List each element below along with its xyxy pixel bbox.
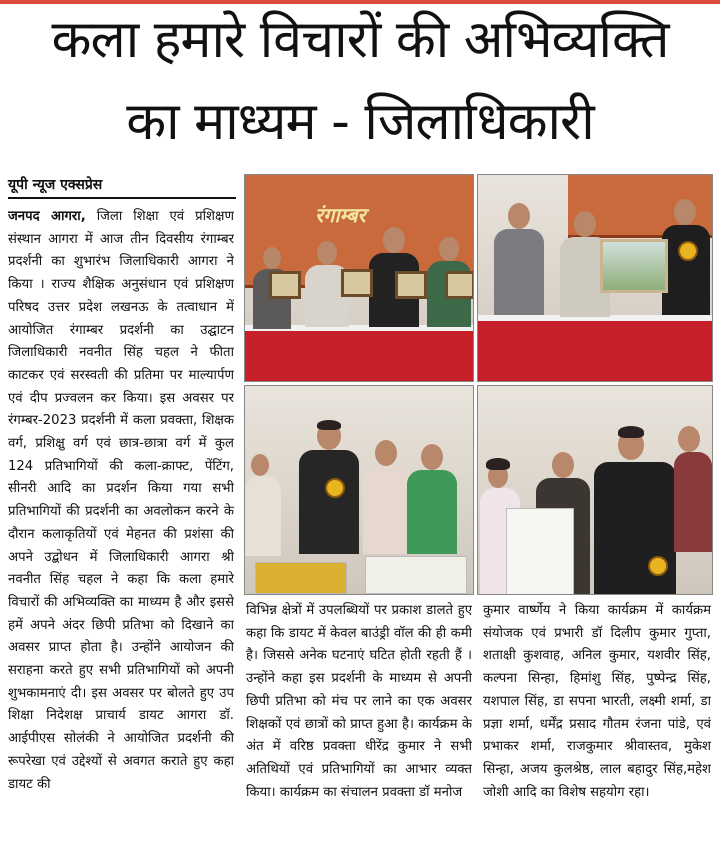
photo-painting-presentation (477, 174, 713, 382)
certificate (341, 269, 373, 297)
display-table (365, 556, 467, 594)
stage-table (478, 315, 712, 382)
dateline: जनपद आगरा, (8, 209, 86, 224)
article-text-2: विभिन्न क्षेत्रों में उपलब्धियों पर प्रकाश डालते हुए कहा कि डायट में केवल बाउंड्री वॉल की ही कमी है। जिससे अनेक घटनाएं घटित होती रहती हैं । उन्होंने कहा इस प्रदर्शनी के माध्यम से अपनी छिपी प्रतिभा को मंच पर लाने का एक अवसर शिक्षकों एवं छात्रों को प्राप्त हुआ है। कार्यक्रम के अंत में वरिष्ठ प्रवक्ता धीरेंद्र कुमार ने सभी अतिथियों एवं प्रतिभागियों का आभार व्यक्त किया। कार्यक्रम का संचालन प्रवक्ता डॉ मनोज (246, 603, 472, 800)
article-text-3: कुमार वार्ष्णेय ने किया कार्यक्रम में कार्यक्रम संयोजक एवं प्रभारी डॉ दिलीप कुमार गुप्ता, शताक्षी कुशवाह, अनिल कुमार, यशवीर सिंह, कल्पना सिन्हा, हिमांशु सिंह, पुष्पेन्द्र सिंह, यशपाल सिंह, डा सपना भारती, लक्ष्मी शर्मा, डा प्रज्ञा शर्मा, धर्मेंद्र प्रसाद गौतम रंजना पांडे, एवं प्रभाकर शर्मा, राजकुमार श्रीवास्तव, मुकेश सिन्हा, अजय कुलश्रेष्ठ, लाल बहादुर सिंह,महेश जोशी आदि का विशेष सहयोग रहा। (483, 603, 711, 800)
certificate (269, 271, 301, 299)
certificate (445, 271, 474, 299)
artwork-sheet (506, 508, 574, 595)
certificate (395, 271, 427, 299)
landscape-painting (600, 239, 668, 293)
article-column-2 (246, 600, 472, 856)
article-text-1: जिला शिक्षा एवं प्रशिक्षण संस्थान आगरा में आज तीन दिवसीय रंगाम्बर प्रदर्शनी का शुभारंभ जिलाधिकारी आगरा ने किया । राज्य शैक्षिक अनुसंधान एवं प्रशिक्षण परिषद उत्तर प्रदेश लखनऊ के तत्वाधान में आयोजित रंगाम्बर प्रदर्शनी का उद्घाटन जिलाधिकारी नवनीत सिंह चहल ने फीता काटकर एवं सरस्वती की प्रतिमा पर माल्यार्पण एवं दीप प्रज्वलन कर किया। इस अवसर पर रंगम्बर-2023 प्रदर्शनी में कला प्रवक्ता, शिक्षक वर्ग, प्रशिक्षु वर्ग एवं छात्र-छात्रा वर्ग में कुल 124 प्रतिभागियों की कला-क्राफ्ट, पेंटिंग, सीनरी आदि का प्रदर्शन किया गया सभी प्रतिभागियों की प्रदर्शनी का अवलोकन करने के दौरान कलाकृतियों एवं मेहनत की प्रशंसा की अपने उद्बोधन में जिलाधिकारी आगरा श्री नवनीत सिंह चहल ने कहा कि कला हमारे विचारों की अभिव्यक्ति का माध्यम है और इससे हमें अपने अंदर छिपी प्रतिभा को दिखाने का अवसर प्राप्त होता है। उन्होंने आयोजन की सराहना करते हुए सभी प्रतिभागियों को अपनी शुभकामनाएं दी। इस अवसर पर बोलते हुए उप शिक्षा निदेशक्ष प्राचार्य डायट आगरा डॉ. आईपीएस सोलंकी ने आयोजित प्रदर्शनी की रूपरेखा एवं उद्देश्यों से अवगत कराते हुए कहा डायट की (8, 209, 234, 792)
banner-title: रंगाम्बर (315, 203, 366, 227)
headline-line-1: कला हमारे विचारों की अभिव्यक्ति (51, 10, 669, 70)
headline-line-2: का माध्यम - जिलाधिकारी (126, 92, 594, 152)
top-accent-bar (0, 0, 720, 4)
medal-badge (678, 241, 698, 261)
medal-badge (325, 478, 345, 498)
stage-table (245, 325, 473, 382)
photo-stage-certificates (244, 174, 474, 382)
medal-badge (648, 556, 668, 576)
byline: यूपी न्यूज एक्सप्रेस (8, 176, 236, 199)
photo-exhibition-crowd (477, 385, 713, 595)
article-column-1 (8, 206, 234, 856)
display-artwork (255, 562, 347, 594)
article-column-3 (483, 600, 711, 856)
photo-exhibit-viewing (244, 385, 474, 595)
